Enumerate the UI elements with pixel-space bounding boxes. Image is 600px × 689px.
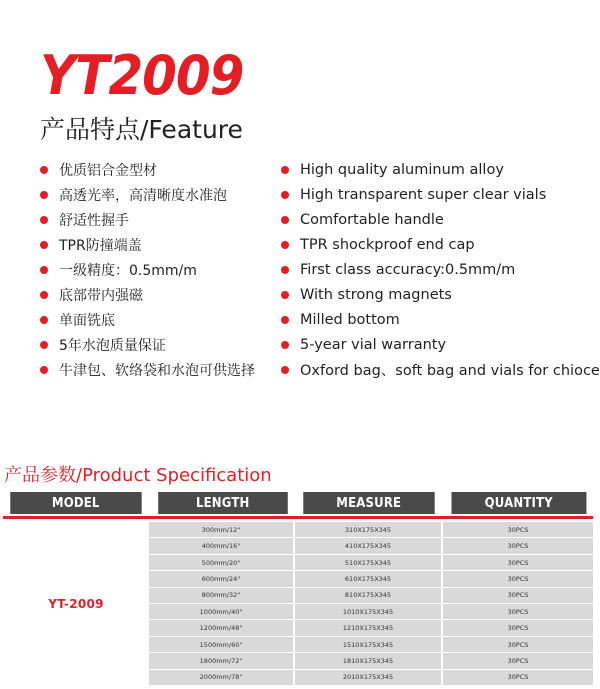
- measure-cell: 2010X175X345: [295, 670, 441, 685]
- table-rows: [149, 522, 593, 686]
- feature-item-cn: [40, 357, 255, 382]
- feature-list-english: [281, 157, 600, 382]
- feature-item-en: [281, 157, 600, 182]
- quantity-cell: 30PCS: [443, 604, 593, 619]
- feature-item-en: [281, 307, 600, 332]
- red-dot-bullet-icon: [40, 341, 48, 349]
- red-dot-bullet-icon: [40, 266, 48, 274]
- length-cell: 1800mm/72": [149, 653, 293, 668]
- feature-text-en: Oxford bag、soft bag and vials for chioce: [300, 363, 600, 379]
- red-dot-bullet-icon: [40, 291, 48, 299]
- red-dot-bullet-icon: [281, 166, 289, 174]
- quantity-cell: 30PCS: [443, 522, 593, 537]
- specification-table: [3, 492, 593, 686]
- feature-list-chinese: [40, 157, 255, 382]
- table-body: [3, 522, 593, 686]
- feature-item-en: [281, 332, 600, 357]
- feature-text-en: Milled bottom: [300, 311, 400, 328]
- feature-item-en: [281, 282, 600, 307]
- header-model: MODEL: [10, 492, 141, 514]
- quantity-cell: 30PCS: [443, 653, 593, 668]
- feature-text-cn: 单面铣底: [59, 312, 115, 329]
- length-cell: 800mm/32": [149, 588, 293, 603]
- feature-text-cn: 高透光率，高清晰度水准泡: [59, 187, 227, 204]
- feature-text-cn: 底部带内强磁: [59, 287, 143, 304]
- table-header-row: [3, 492, 593, 514]
- quantity-cell: 30PCS: [443, 538, 593, 553]
- measure-cell: 410X175X345: [295, 538, 441, 553]
- table-row: [149, 538, 593, 553]
- table-row: [149, 571, 593, 586]
- feature-text-cn: TPR防撞端盖: [59, 237, 142, 254]
- table-row: [149, 522, 593, 537]
- feature-item-en: [281, 232, 600, 257]
- measure-cell: 310X175X345: [295, 522, 441, 537]
- quantity-cell: 30PCS: [443, 555, 593, 570]
- feature-item-cn: [40, 332, 255, 357]
- measure-cell: 1010X175X345: [295, 604, 441, 619]
- length-cell: 300mm/12": [149, 522, 293, 537]
- red-dot-bullet-icon: [40, 241, 48, 249]
- red-dot-bullet-icon: [281, 191, 289, 199]
- table-row: [149, 620, 593, 635]
- length-cell: 2000mm/78": [149, 670, 293, 685]
- quantity-cell: 30PCS: [443, 620, 593, 635]
- feature-text-cn: 牛津包、软络袋和水泡可供选择: [59, 362, 255, 379]
- red-dot-bullet-icon: [281, 241, 289, 249]
- feature-item-cn: [40, 282, 255, 307]
- quantity-cell: 30PCS: [443, 588, 593, 603]
- feature-item-en: [281, 357, 600, 382]
- header-divider-line: [3, 516, 593, 519]
- red-dot-bullet-icon: [281, 341, 289, 349]
- table-row: [149, 670, 593, 685]
- red-dot-bullet-icon: [281, 266, 289, 274]
- feature-text-en: First class accuracy:0.5mm/m: [300, 261, 516, 278]
- header-measure: MEASURE: [303, 492, 434, 514]
- length-cell: 1000mm/40": [149, 604, 293, 619]
- red-dot-bullet-icon: [40, 316, 48, 324]
- red-dot-bullet-icon: [40, 216, 48, 224]
- measure-cell: 1210X175X345: [295, 620, 441, 635]
- red-dot-bullet-icon: [281, 366, 289, 374]
- feature-text-en: High transparent super clear vials: [300, 186, 547, 203]
- feature-item-cn: [40, 182, 255, 207]
- red-dot-bullet-icon: [281, 216, 289, 224]
- feature-text-cn: 5年水泡质量保证: [59, 337, 166, 354]
- header-quantity: QUANTITY: [451, 492, 586, 514]
- red-dot-bullet-icon: [40, 366, 48, 374]
- feature-text-cn: 舒适性握手: [59, 212, 129, 229]
- measure-cell: 610X175X345: [295, 571, 441, 586]
- table-row: [149, 637, 593, 652]
- quantity-cell: 30PCS: [443, 637, 593, 652]
- feature-text-en: High quality aluminum alloy: [300, 161, 504, 178]
- feature-item-en: [281, 257, 600, 282]
- length-cell: 400mm/16": [149, 538, 293, 553]
- header-length: LENGTH: [158, 492, 287, 514]
- length-cell: 600mm/24": [149, 571, 293, 586]
- specification-heading: 产品参数/Product Specification: [4, 465, 272, 486]
- table-row: [149, 653, 593, 668]
- feature-item-cn: [40, 257, 255, 282]
- feature-item-en: [281, 207, 600, 232]
- measure-cell: 810X175X345: [295, 588, 441, 603]
- table-row: [149, 588, 593, 603]
- feature-text-cn: 一级精度：0.5mm/m: [59, 262, 197, 279]
- red-dot-bullet-icon: [281, 316, 289, 324]
- feature-item-en: [281, 182, 600, 207]
- red-dot-bullet-icon: [281, 291, 289, 299]
- product-model-title: YT2009: [40, 44, 244, 107]
- feature-text-en: Comfortable handle: [300, 211, 444, 228]
- length-cell: 1200mm/48": [149, 620, 293, 635]
- feature-item-cn: [40, 157, 255, 182]
- model-cell: YT-2009: [48, 597, 104, 612]
- feature-text-en: 5-year vial warranty: [300, 336, 447, 353]
- measure-cell: 510X175X345: [295, 555, 441, 570]
- length-cell: 1500mm/60": [149, 637, 293, 652]
- quantity-cell: 30PCS: [443, 670, 593, 685]
- red-dot-bullet-icon: [40, 191, 48, 199]
- feature-text-en: With strong magnets: [300, 286, 452, 303]
- measure-cell: 1510X175X345: [295, 637, 441, 652]
- feature-text-en: TPR shockproof end cap: [300, 236, 475, 253]
- length-cell: 500mm/20": [149, 555, 293, 570]
- table-row: [149, 555, 593, 570]
- measure-cell: 1810X175X345: [295, 653, 441, 668]
- feature-heading: 产品特点/Feature: [40, 115, 243, 144]
- quantity-cell: 30PCS: [443, 571, 593, 586]
- feature-item-cn: [40, 307, 255, 332]
- feature-item-cn: [40, 232, 255, 257]
- feature-item-cn: [40, 207, 255, 232]
- feature-text-cn: 优质铝合金型材: [59, 162, 157, 179]
- table-row: [149, 604, 593, 619]
- red-dot-bullet-icon: [40, 166, 48, 174]
